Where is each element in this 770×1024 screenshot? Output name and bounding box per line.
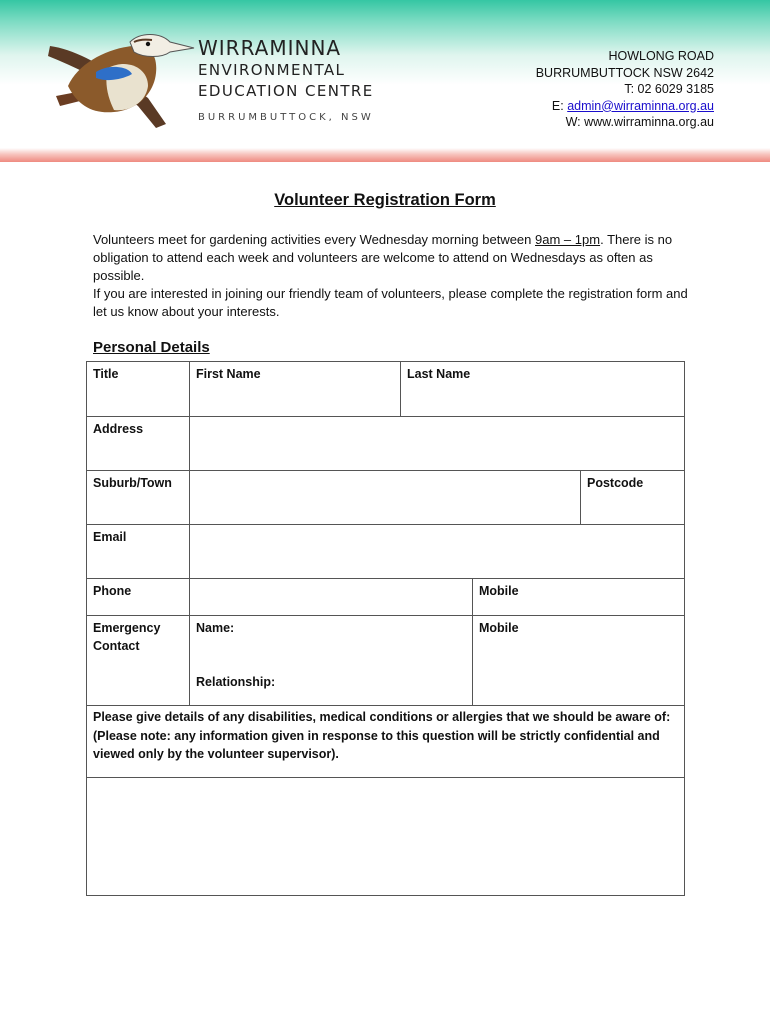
address-label: Address <box>93 422 144 436</box>
emergency-name-label: Name: <box>196 621 235 635</box>
contact-road: HOWLONG ROAD <box>608 49 714 63</box>
intro-paragraph-2: If you are interested in joining our friendly team of volunteers, please complete the registration form and let us know about your interests. <box>93 286 688 319</box>
logo-line-1: WIRRAMINNA <box>198 36 342 60</box>
medical-details-field[interactable] <box>86 777 685 896</box>
contact-town: BURRUMBUTTOCK NSW 2642 <box>535 65 714 80</box>
address-label-cell <box>86 416 190 471</box>
contact-email-link[interactable]: admin@wirraminna.org.au <box>567 98 714 113</box>
intro-line-1-end: . <box>600 232 604 247</box>
section-heading-personal: Personal Details <box>93 339 210 356</box>
page-title: Volunteer Registration Form <box>274 191 496 209</box>
emergency-mobile-field[interactable] <box>472 615 685 706</box>
contact-block <box>536 48 714 131</box>
contact-phone: T: 02 6029 3185 <box>624 82 714 96</box>
logo-line-4: BURRUMBUTTOCK, NSW <box>198 112 374 123</box>
emergency-name-field[interactable] <box>189 615 473 706</box>
postcode-field[interactable] <box>580 470 685 525</box>
mobile-label: Mobile <box>479 584 519 598</box>
title-field[interactable] <box>86 361 190 417</box>
suburb-field[interactable] <box>189 470 581 525</box>
medical-note-cell <box>86 705 685 778</box>
last-name-field[interactable] <box>400 361 685 417</box>
letterhead-divider <box>0 148 770 162</box>
contact-web: W: www.wirraminna.org.au <box>565 115 714 129</box>
intro-line-1: Volunteers meet for gardening activities every Wednesday morning between <box>93 232 536 247</box>
phone-label-cell <box>86 578 190 616</box>
first-name-field[interactable] <box>189 361 401 417</box>
logo-wordmark <box>198 36 374 123</box>
emergency-contact-label: Emergency Contact <box>93 621 161 653</box>
postcode-label: Postcode <box>587 476 644 490</box>
phone-field[interactable] <box>189 578 473 616</box>
intro-paragraph-1 <box>93 231 693 285</box>
logo-line-2: ENVIRONMENTAL <box>198 61 346 79</box>
suburb-label: Suburb/Town <box>93 476 172 490</box>
relationship-label: Relationship: <box>196 675 276 689</box>
kookaburra-logo-icon <box>48 28 198 138</box>
contact-email-row <box>536 98 714 115</box>
medical-note-text: Please give details of any disabilities, medical conditions or allergies that we should be aware of: (Please note: any information given in response to this question will be strictly confidential and viewed only by the volunteer supervisor). <box>93 710 671 761</box>
emergency-mobile-label: Mobile <box>479 621 519 635</box>
mobile-field[interactable] <box>472 578 685 616</box>
meeting-time: 9am – 1pm <box>535 232 601 247</box>
email-label: Email <box>93 530 127 544</box>
emergency-contact-label-cell <box>86 615 190 706</box>
title-label: Title <box>93 367 119 381</box>
logo-line-3: EDUCATION CENTRE <box>198 82 374 100</box>
email-field[interactable] <box>189 524 685 579</box>
first-name-label: First Name <box>196 367 261 381</box>
email-label-cell <box>86 524 190 579</box>
phone-label: Phone <box>93 584 132 598</box>
contact-email-prefix: E: <box>551 98 568 113</box>
last-name-label: Last Name <box>407 367 471 381</box>
intro-paragraph-1-rest: There is no obligation to attend each week and volunteers are welcome to attend on Wednesdays as often as possible. <box>93 232 673 283</box>
intro-text <box>93 231 693 321</box>
suburb-label-cell <box>86 470 190 525</box>
address-field[interactable] <box>189 416 685 471</box>
